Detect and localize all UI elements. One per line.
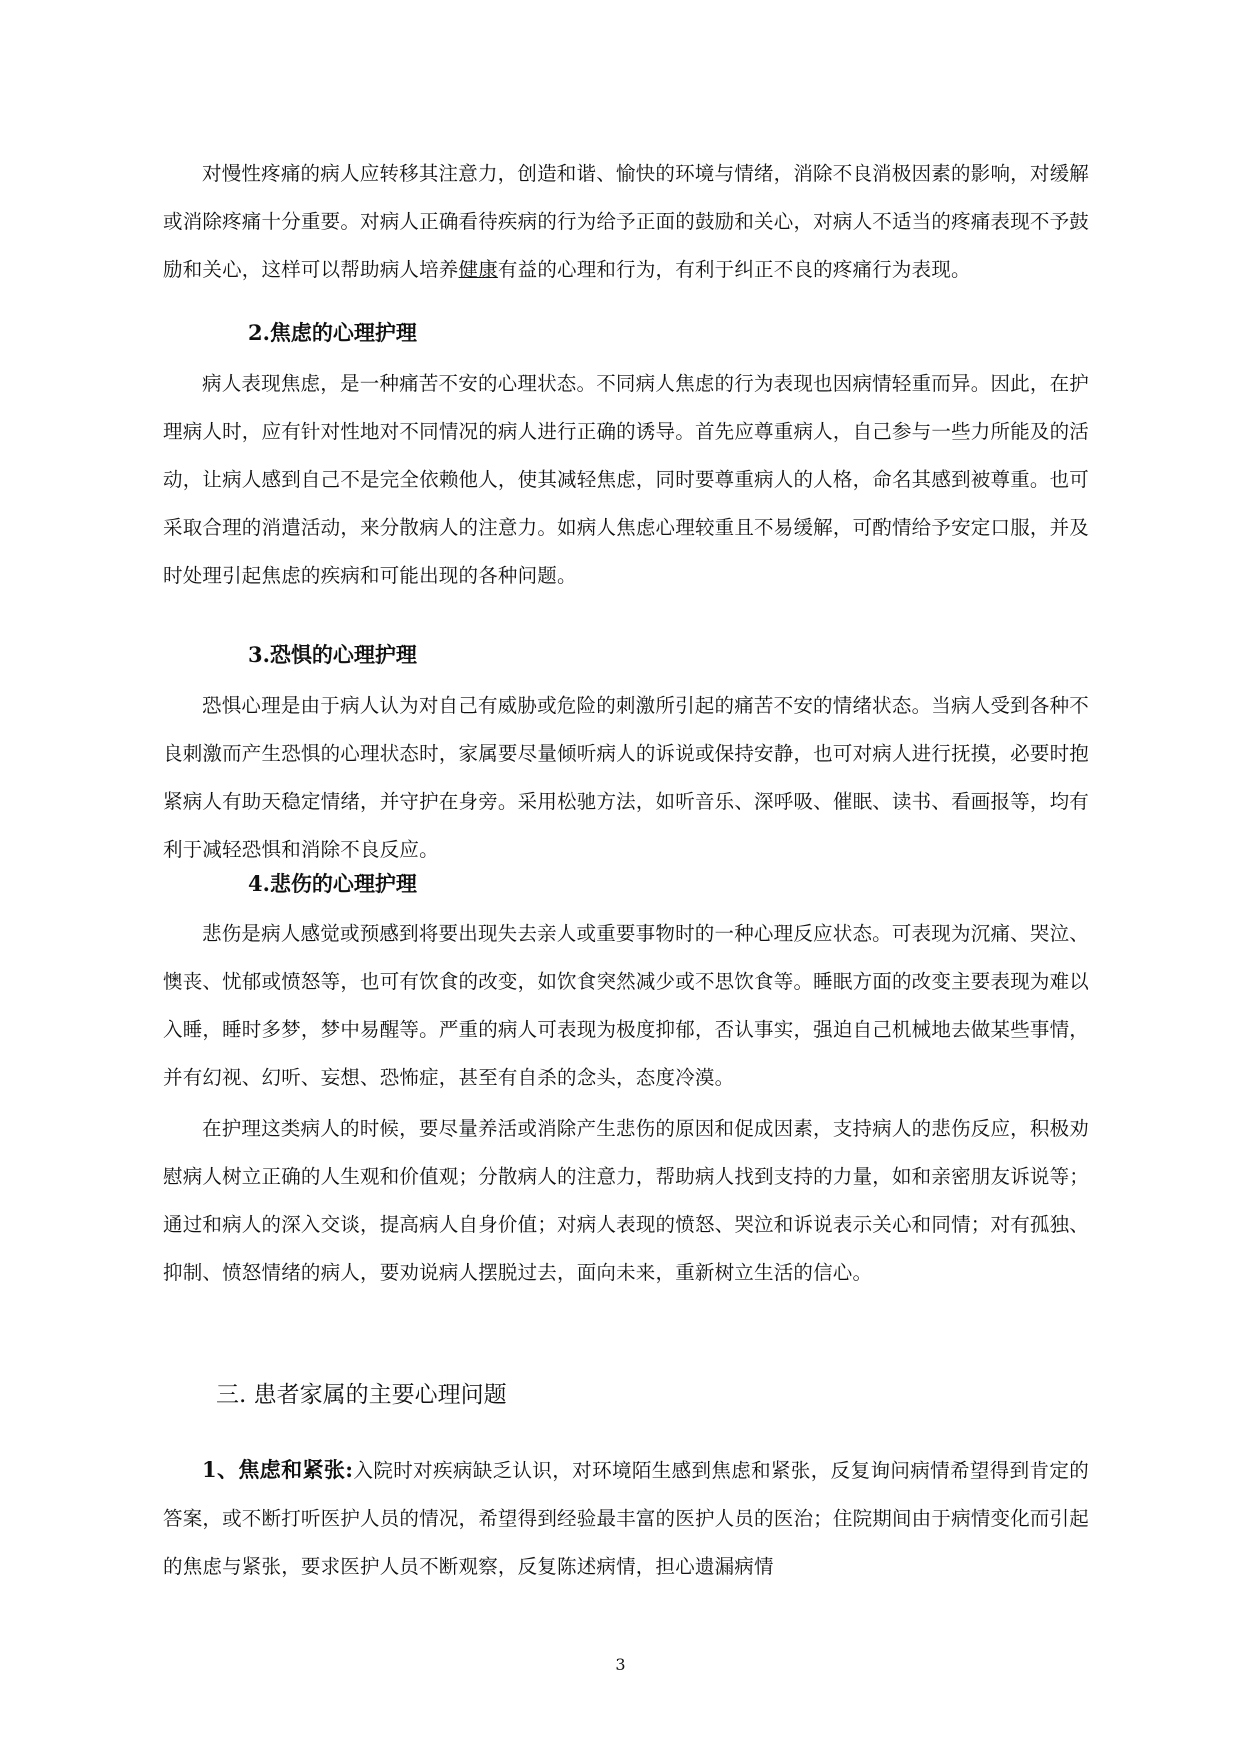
heading-anxiety-care: 2.焦虑的心理护理 [248, 320, 417, 345]
paragraph-grief-nursing: 在护理这类病人的时候，要尽量养活或消除产生悲伤的原因和促成因素，支持病人的悲伤反应，积极劝慰病人树立正确的人生观和价值观；分散病人的注意力，帮助病人找到支持的力量，如和亲密朋友诉说等；通过和病人的深入交谈，提高病人自身价值；对病人表现的愤怒、哭泣和诉说表示关心和同情；对有孤独、抑制、愤怒情绪的病人，要劝说病人摆脱过去，面向未来，重新树立生活的信心。 [163, 1117, 1089, 1284]
lead-anxiety-tension: 1、焦虑和紧张: [202, 1457, 354, 1482]
paragraph-fear-care: 恐惧心理是由于病人认为对自己有威胁或危险的刺激所引起的痛苦不安的情绪状态。当病人受到各种不良刺激而产生恐惧的心理状态时，家属要尽量倾听病人的诉说或保持安静，也可对病人进行抚摸，必要时抱紧病人有助天稳定情绪，并守护在身旁。采用松驰方法，如听音乐、深呼吸、催眠、读书、看画报等，均有利于减轻恐惧和消除不良反应。 [163, 694, 1089, 861]
paragraph-grief-care: 悲伤是病人感觉或预感到将要出现失去亲人或重要事物时的一种心理反应状态。可表现为沉痛、哭泣、懊丧、忧郁或愤怒等，也可有饮食的改变，如饮食突然减少或不思饮食等。睡眠方面的改变主要表现为难以入睡，睡时多梦，梦中易醒等。严重的病人可表现为极度抑郁，否认事实，强迫自己机械地去做某些事情，并有幻视、幻听、妄想、恐怖症，甚至有自杀的念头，态度冷漠。 [163, 922, 1089, 1089]
section-title-family-issues: 三. 患者家属的主要心理问题 [216, 1382, 507, 1408]
paragraph-chronic-pain [163, 150, 1089, 294]
paragraph-chronic-pain-text-end: 有益的心理和行为，有利于纠正不良的疼痛行为表现。 [497, 258, 971, 281]
heading-grief-care: 4.悲伤的心理护理 [248, 871, 417, 896]
heading-fear-care: 3.恐惧的心理护理 [248, 642, 417, 667]
underlined-link-health[interactable]: 健康 [458, 258, 498, 281]
page-number: 3 [615, 1655, 626, 1674]
paragraph-anxiety-care: 病人表现焦虑，是一种痛苦不安的心理状态。不同病人焦虑的行为表现也因病情轻重而异。因此，在护理病人时，应有针对性地对不同情况的病人进行正确的诱导。首先应尊重病人，自己参与一些力所能及的活动，让病人感到自己不是完全依赖他人，使其减轻焦虑，同时要尊重病人的人格，命名其感到被尊重。也可采取合理的消遣活动，来分散病人的注意力。如病人焦虑心理较重且不易缓解，可酌情给予安定口服，并及时处理引起焦虑的疾病和可能出现的各种问题。 [163, 372, 1089, 587]
paragraph-anxiety-tension [163, 1446, 1089, 1591]
paragraph-chronic-pain-text: 对慢性疼痛的病人应转移其注意力，创造和谐、愉快的环境与情绪，消除不良消极因素的影响，对缓解或消除疼痛十分重要。对病人正确看待疾病的行为给予正面的鼓励和关心，对病人不适当的疼痛表现不予鼓励和关心，这样可以帮助病人培养 [163, 162, 1089, 281]
paragraph-anxiety-tension-text: 入院时对疾病缺乏认识，对环境陌生感到焦虑和紧张，反复询问病情希望得到肯定的答案，或不断打听医护人员的情况，希望得到经验最丰富的医护人员的医治；住院期间由于病情变化而引起的焦虑与紧张，要求医护人员不断观察，反复陈述病情，担心遗漏病情 [163, 1459, 1089, 1578]
